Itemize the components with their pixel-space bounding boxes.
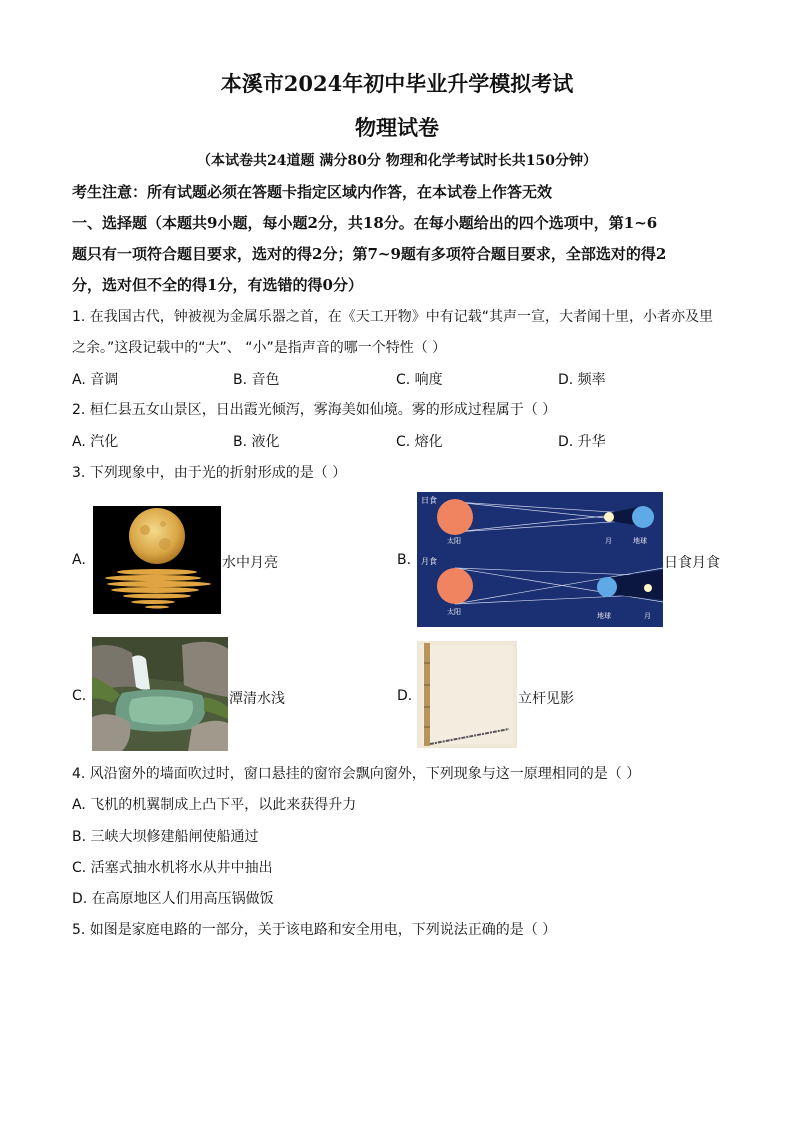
q1-option-a: A. 音调: [72, 372, 119, 388]
q4-option-d: D. 在高原地区人们用高压锅做饭: [72, 891, 274, 907]
q2-option-b: B. 液化: [233, 434, 280, 450]
earth-label-bottom: 地球: [597, 612, 611, 620]
sun-label-bottom: 太阳: [447, 608, 461, 616]
exam-subtitle: 物理试卷: [355, 115, 439, 140]
q3-option-a-letter: A.: [72, 552, 86, 568]
q3-option-d-caption: 立杆见影: [518, 691, 574, 707]
exam-info: （本试卷共24道题 满分80分 物理和化学考试时长共150分钟）: [197, 153, 597, 169]
q3-option-a-caption: 水中月亮: [222, 555, 278, 571]
q3-option-b-letter: B.: [397, 552, 412, 568]
solar-eclipse-label: 日食: [421, 496, 437, 505]
q2-option-a: A. 汽化: [72, 434, 119, 450]
section1-line-3: 分，选对但不全的得1分，有选错的得0分）: [72, 276, 363, 294]
q1-option-d: D. 频率: [558, 372, 606, 388]
q1-line-2: 之余。”这段记载中的“大”、 “小”是指声音的哪一个特性（ ）: [72, 340, 447, 356]
clear-pond-image: [92, 637, 228, 751]
moon-label-bottom: 月: [644, 612, 651, 620]
q3-option-d-letter: D.: [397, 688, 413, 704]
sun-label-top: 太阳: [447, 537, 461, 545]
q4-option-b: B. 三峡大坝修建船闸使船通过: [72, 829, 259, 845]
q1-line-1: 1. 在我国古代，钟被视为金属乐器之首，在《天工开物》中有记载“其声一宣，大者闻十里，小者亦及里: [72, 309, 714, 325]
q4-text: 4. 风沿窗外的墙面吹过时，窗口悬挂的窗帘会飘向窗外，下列现象与这一原理相同的是（ ）: [72, 766, 641, 782]
lunar-eclipse-label: 月食: [421, 557, 437, 566]
section1-line-2: 题只有一项符合题目要求，选对的得2分；第7~9题有多项符合题目要求，全部选对的得2: [72, 245, 667, 263]
exam-title: 本溪市2024年初中毕业升学模拟考试: [220, 71, 574, 96]
q1-option-b: B. 音色: [233, 372, 280, 388]
section1-line-1: 一、选择题（本题共9小题，每小题2分，共18分。在每小题给出的四个选项中，第1~6: [72, 214, 658, 232]
q4-option-c: C. 活塞式抽水机将水从井中抽出: [72, 860, 273, 876]
q5-text: 5. 如图是家庭电路的一部分，关于该电路和安全用电，下列说法正确的是（ ）: [72, 922, 557, 938]
q2-option-d: D. 升华: [558, 434, 606, 450]
moon-reflection-image: [93, 506, 221, 614]
q3-option-b-caption: 日食月食: [664, 555, 720, 571]
exam-notice: 考生注意：所有试题必须在答题卡指定区域内作答，在本试卷上作答无效: [72, 183, 553, 201]
q2-text: 2. 桓仁县五女山景区，日出霞光倾泻，雾海美如仙境。雾的形成过程属于（ ）: [72, 402, 557, 418]
q3-option-c-letter: C.: [72, 688, 87, 704]
eclipse-diagram: [417, 492, 663, 627]
q1-option-c: C. 响度: [396, 372, 443, 388]
moon-label-top: 月: [605, 537, 612, 545]
q3-text: 3. 下列现象中，由于光的折射形成的是（ ）: [72, 465, 347, 481]
pole-shadow-image: [417, 641, 517, 748]
q2-option-c: C. 熔化: [396, 434, 443, 450]
q4-option-a: A. 飞机的机翼制成上凸下平，以此来获得升力: [72, 797, 357, 813]
earth-label-top: 地球: [633, 537, 647, 545]
q3-option-c-caption: 潭清水浅: [229, 691, 285, 707]
